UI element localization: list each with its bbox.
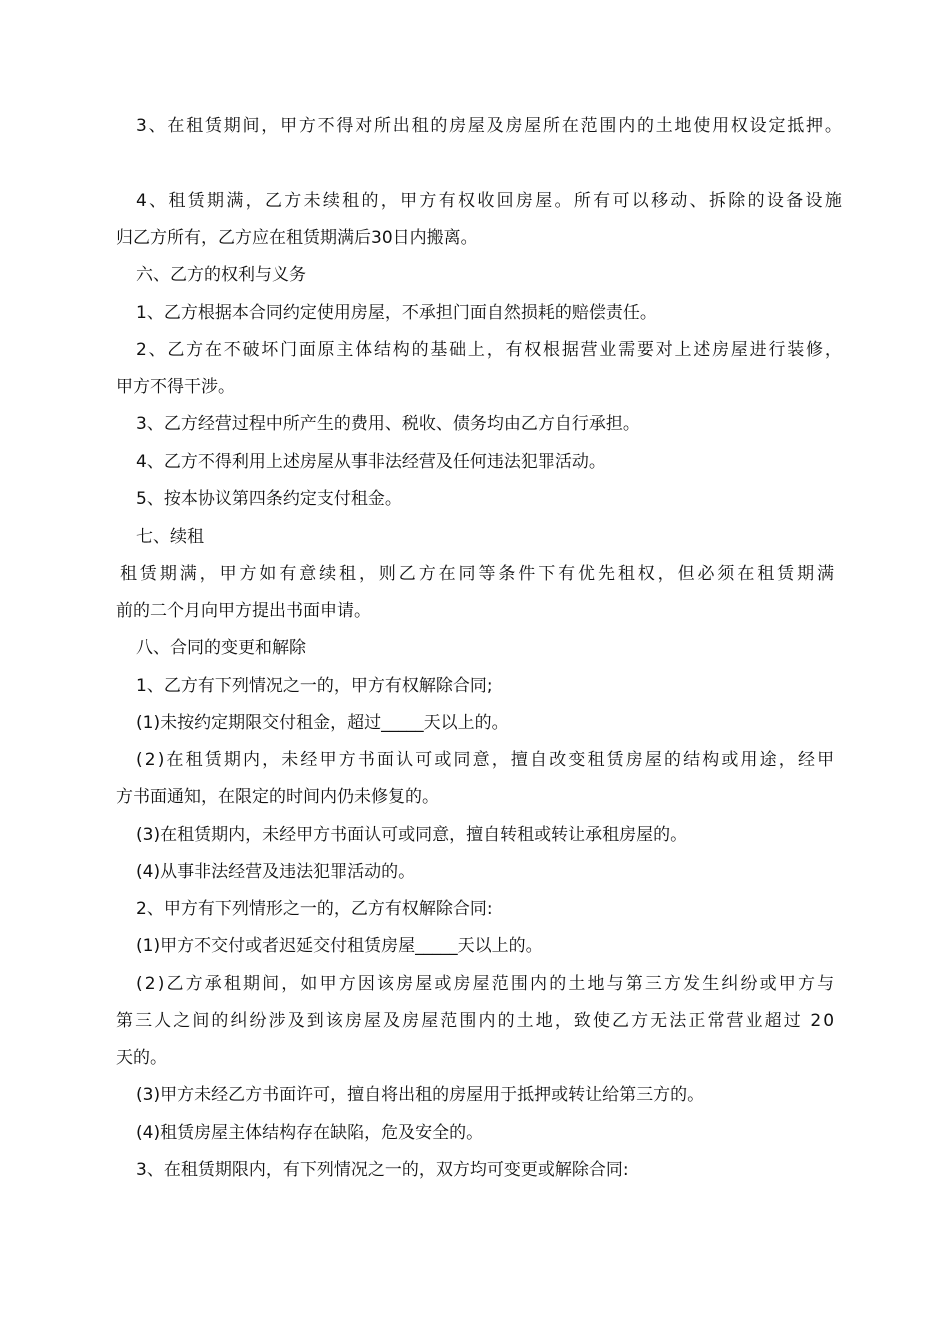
text-line: 4、乙方不得利用上述房屋从事非法经营及任何违法犯罪活动。 [136,452,606,472]
text-line: (3)在租赁期内，未经甲方书面认可或同意，擅自转租或转让承租房屋的。 [136,825,688,845]
text-line: 方书面通知，在限定的时间内仍未修复的。 [116,787,439,807]
text-line: 1、乙方根据本合同约定使用房屋，不承担门面自然损耗的赔偿责任。 [136,303,657,323]
text-line: 甲方不得干涉。 [116,377,235,397]
text-line: 前的二个月向甲方提出书面申请。 [116,601,371,621]
text-line: (1)甲方不交付或者迟延交付租赁房屋_____天以上的。 [136,936,543,956]
text-line: 八、合同的变更和解除 [136,638,306,658]
text-line: 2、乙方在不破坏门面原主体结构的基础上，有权根据营业需要对上述房屋进行装修， [136,340,844,360]
text-line: 3、在租赁期间，甲方不得对所出租的房屋及房屋所在范围内的土地使用权设定抵押。 [136,116,844,136]
text-line: 5、按本协议第四条约定支付租金。 [136,489,402,509]
text-line: 归乙方所有，乙方应在租赁期满后30日内搬离。 [116,228,478,248]
text-line: (4)租赁房屋主体结构存在缺陷，危及安全的。 [136,1123,484,1143]
text-line: (2)在租赁期内，未经甲方书面认可或同意，擅自改变租赁房屋的结构或用途，经甲 [136,750,837,770]
text-line: 七、续租 [136,527,204,547]
text-line: 六、乙方的权利与义务 [136,265,306,285]
text-line: (2)乙方承租期间，如甲方因该房屋或房屋范围内的土地与第三方发生纠纷或甲方与 [136,974,837,994]
text-line: 租赁期满，甲方如有意续租，则乙方在同等条件下有优先租权，但必须在租赁期满 [120,564,837,584]
text-line: 4、租赁期满，乙方未续租的，甲方有权收回房屋。所有可以移动、拆除的设备设施 [136,191,845,211]
text-line: (4)从事非法经营及违法犯罪活动的。 [136,862,416,882]
text-line: (1)未按约定期限交付租金，超过_____天以上的。 [136,713,509,733]
text-line: (3)甲方未经乙方书面许可，擅自将出租的房屋用于抵押或转让给第三方的。 [136,1085,705,1105]
text-line: 1、乙方有下列情况之一的，甲方有权解除合同; [136,676,493,696]
text-line: 天的。 [116,1048,167,1068]
text-line: 3、在租赁期限内，有下列情况之一的，双方均可变更或解除合同: [136,1160,629,1180]
text-line: 2、甲方有下列情形之一的，乙方有权解除合同: [136,899,493,919]
text-line: 3、乙方经营过程中所产生的费用、税收、债务均由乙方自行承担。 [136,414,640,434]
text-line: 第三人之间的纠纷涉及到该房屋及房屋范围内的土地，致使乙方无法正常营业超过 20 [116,1011,837,1031]
